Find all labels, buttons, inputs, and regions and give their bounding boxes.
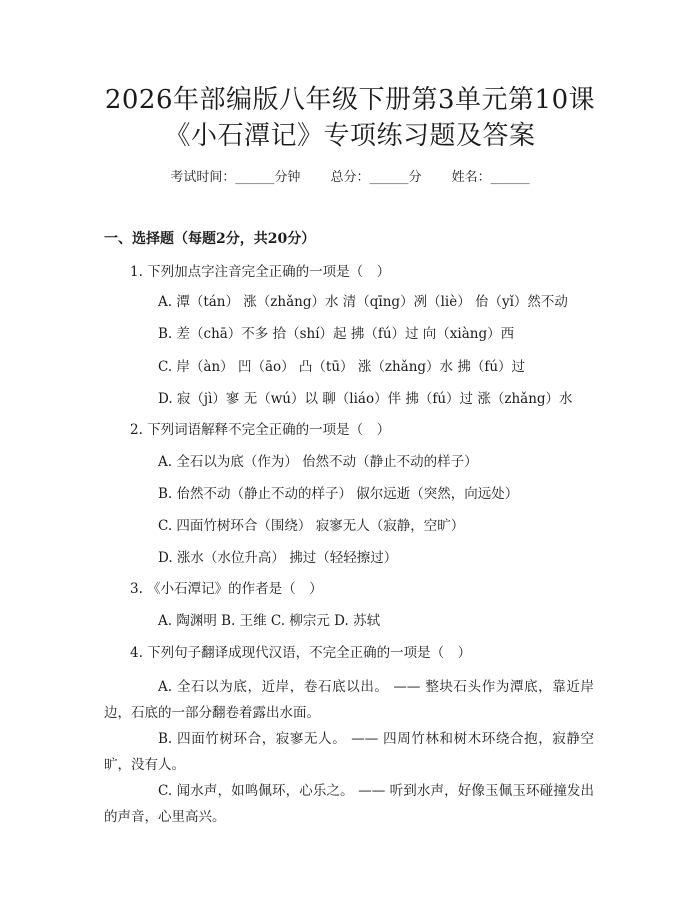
student-name-field: 姓名：______ — [451, 170, 530, 185]
exam-time-field: 考试时间：______分钟 — [170, 170, 301, 185]
document-title-line-2: 《小石潭记》专项练习题及答案 — [164, 121, 536, 151]
question-2-option-c: C. 四面竹树环合（围绕） 寂寥无人（寂静，空旷） — [158, 518, 465, 534]
exam-info-row — [0, 168, 700, 188]
question-4-option-b: B. 四面竹树环合，寂寥无人。 —— 四周竹林和树木环绕合抱，寂静空旷，没有人。 — [104, 731, 594, 773]
question-2-option-d: D. 涨水（水位升高） 拂过（轻轻擦过） — [158, 550, 398, 566]
section-heading-multiple-choice: 一、选择题（每题2分，共20分） — [104, 231, 316, 247]
question-1-stem: 1. 下列加点字注音完全正确的一项是（ ） — [130, 264, 391, 280]
question-2-option-b: B. 佁然不动（静止不动的样子） 俶尔远逝（突然，向远处） — [158, 486, 519, 502]
question-3-stem: 3. 《小石潭记》的作者是（ ） — [130, 581, 323, 597]
total-score-field: 总分：______分 — [330, 170, 422, 185]
question-2-stem: 2. 下列词语解释不完全正确的一项是（ ） — [130, 422, 391, 438]
question-4-option-a: A. 全石以为底，近岸，卷石底以出。 —— 整块石头作为潭底，靠近岸边，石底的一部分翻卷着露出水面。 — [104, 679, 594, 721]
question-1-option-c: C. 岸（àn） 凹（āo） 凸（tū） 涨（zhǎng）水 拂（fú）过 — [158, 359, 526, 375]
question-4-stem: 4. 下列句子翻译成现代汉语，不完全正确的一项是（ ） — [130, 645, 472, 661]
question-1-option-a: A. 潭（tán） 涨（zhǎng）水 清（qīng）冽（liè） 佁（yǐ）然不动 — [158, 294, 568, 310]
question-1-option-d: D. 寂（jì）寥 无（wú）以 聊（liáo）伴 拂（fú）过 涨（zhǎng）水 — [158, 391, 573, 407]
document-title-line-1: 2026年部编版八年级下册第3单元第10课 — [104, 85, 596, 115]
question-4-option-c: C. 闻水声，如鸣佩环，心乐之。 —— 听到水声，好像玉佩玉环碰撞发出的声音，心里高兴。 — [104, 783, 594, 825]
question-3-options: A. 陶渊明 B. 王维 C. 柳宗元 D. 苏轼 — [158, 613, 381, 629]
question-2-option-a: A. 全石以为底（作为） 佁然不动（静止不动的样子） — [158, 454, 478, 470]
question-1-option-b: B. 差（chā）不多 拾（shí）起 拂（fú）过 向（xiàng）西 — [158, 326, 515, 342]
